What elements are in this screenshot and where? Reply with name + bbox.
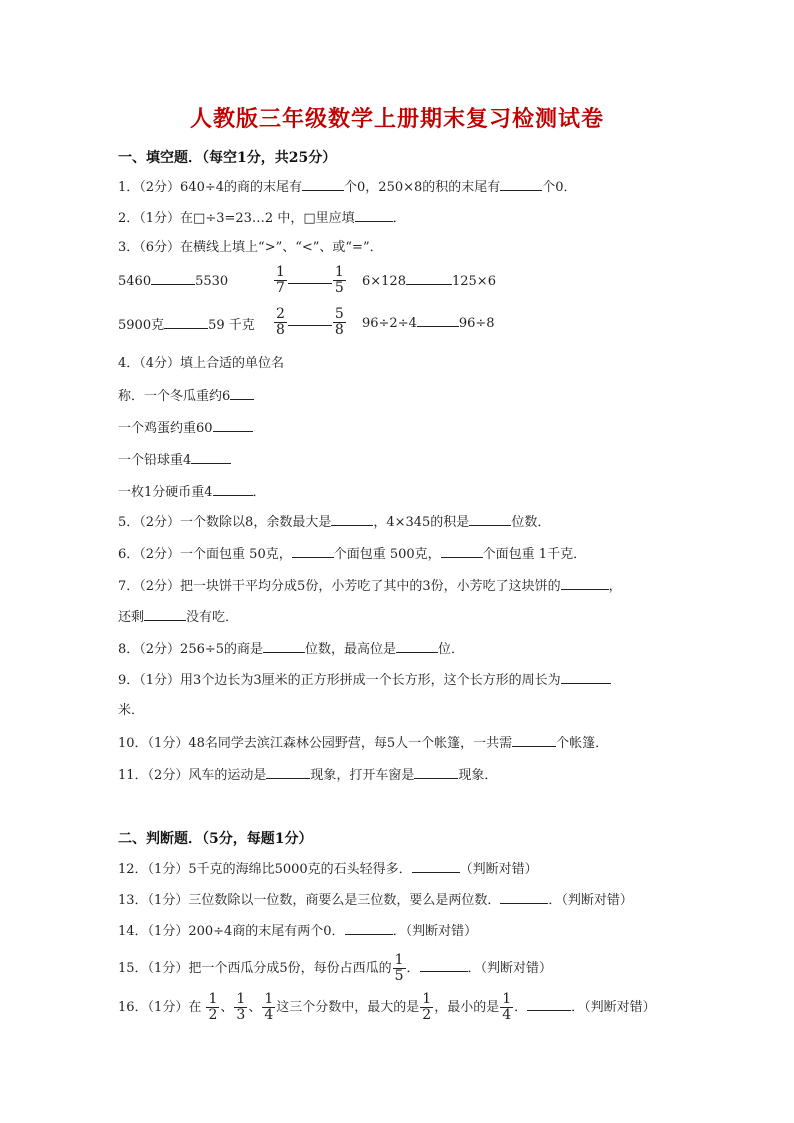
q7-text: 没有吃． (186, 610, 239, 625)
fraction-denominator: 8 (276, 322, 285, 338)
q16-text: ． (514, 1000, 528, 1015)
answer-blank[interactable] (527, 998, 571, 1011)
fraction-denominator: 2 (208, 1007, 218, 1023)
q3-compare-a (118, 272, 228, 289)
fraction-numerator: 1 (264, 991, 274, 1007)
q9-text: 9．（1分）用3个边长为3厘米的正方形拼成一个长方形，这个长方形的周长为 (118, 673, 561, 688)
answer-blank[interactable] (355, 209, 393, 222)
q3-compare-f (362, 314, 495, 331)
q3-f-right: 96÷8 (458, 316, 495, 331)
q15-text: 15．（1分）把一个西瓜分成5份，每份占西瓜的 (118, 961, 392, 976)
q2-text: 2．（1分）在□÷3=23…2 中，□里应填 (118, 211, 355, 226)
fraction-numerator: 1 (394, 952, 404, 968)
question-2 (118, 209, 406, 227)
question-7-cont (118, 608, 238, 626)
fraction-denominator: 5 (334, 280, 344, 296)
q7-text: ， (608, 579, 622, 594)
q3-compare-c (362, 272, 496, 289)
answer-blank[interactable] (213, 483, 253, 496)
answer-blank[interactable] (191, 451, 231, 464)
section-heading-fill-blank: 一、填空题．（每空1分，共25分） (118, 150, 337, 166)
q13-text: 13．（1分）三位数除以一位数，商要么是三位数，要么是两位数． (118, 893, 501, 908)
q11-text: 现象． (458, 768, 498, 783)
fraction-numerator: 1 (276, 264, 285, 280)
fraction-numerator: 5 (334, 306, 344, 322)
answer-blank[interactable] (469, 513, 511, 526)
page-title: 人教版三年级数学上册期末复习检测试卷 (189, 106, 604, 132)
question-15 (118, 953, 552, 984)
fraction-denominator: 3 (236, 1007, 246, 1023)
question-6 (118, 545, 586, 563)
answer-blank[interactable] (288, 313, 332, 326)
answer-blank[interactable] (302, 178, 344, 191)
q7-text: 7．（2分）把一块饼干平均分成5份，小芳吃了其中的3份，小芳吃了这块饼的 (118, 579, 561, 594)
q4-line-4 (118, 483, 266, 501)
q3-a-right: 5530 (195, 274, 229, 289)
question-12 (118, 860, 538, 878)
fraction-denominator: 4 (502, 1007, 512, 1023)
q15-text: ． (406, 961, 420, 976)
q16-text: ．（判断对错） (571, 1000, 656, 1015)
q1-text: 个0． (542, 180, 577, 195)
answer-blank[interactable] (292, 545, 334, 558)
q3-a-left: 5460 (118, 274, 152, 289)
answer-blank[interactable] (151, 272, 195, 285)
q3-c-left: 6×128 (362, 274, 406, 289)
question-5 (118, 513, 550, 531)
q3-d-left: 5900克 (118, 318, 165, 333)
q5-text: 5．（2分）一个数除以8，余数最大是 (118, 515, 332, 530)
fraction (274, 265, 287, 296)
q1-text: 1．（2分）640÷4的商的末尾有 (118, 180, 303, 195)
question-11 (118, 766, 497, 784)
fraction (500, 992, 513, 1023)
fraction (333, 307, 346, 338)
answer-blank[interactable] (417, 314, 459, 327)
q6-text: 6．（2分）一个面包重 50克， (118, 547, 292, 562)
fraction (206, 992, 219, 1023)
answer-blank[interactable] (561, 671, 611, 684)
q3-compare-d (118, 314, 255, 333)
q3-compare-e (273, 307, 347, 338)
answer-blank[interactable] (396, 640, 438, 653)
fraction-numerator: 1 (236, 991, 246, 1007)
q4-line-1 (118, 387, 254, 405)
question-13 (118, 891, 633, 909)
question-1 (118, 178, 577, 196)
q14-text: ．（判断对错） (392, 924, 478, 939)
q4-text: 一枚1分硬币重4 (118, 485, 213, 500)
q13-text: ．（判断对错） (548, 893, 633, 908)
q4-text: 称．一个冬瓜重约6 (118, 389, 231, 404)
q3-compare-b (273, 265, 347, 296)
fraction (262, 992, 275, 1023)
fraction-numerator: 1 (334, 264, 344, 280)
q16-text: 、 (248, 1000, 262, 1015)
question-3: 3．（6分）在横线上填上“>”、“<”、或“=”． (118, 240, 383, 255)
answer-blank[interactable] (266, 766, 310, 779)
fraction-denominator: 5 (394, 968, 404, 984)
fraction-denominator: 7 (276, 280, 285, 296)
fraction-denominator: 8 (334, 322, 344, 338)
answer-blank[interactable] (288, 271, 332, 284)
q4-text: ． (252, 485, 266, 500)
question-9 (118, 671, 611, 689)
fraction (274, 307, 287, 338)
section-heading-true-false: 二、判断题．（5分，每题1分） (118, 831, 313, 847)
fraction-numerator: 2 (276, 306, 285, 322)
q16-text: 16．（1分）在 (118, 1000, 202, 1015)
answer-blank[interactable] (331, 513, 373, 526)
fraction-numerator: 1 (208, 991, 218, 1007)
q16-text: 、 (220, 1000, 234, 1015)
q6-text: 个面包重 1千克． (482, 547, 587, 562)
q1-text: 个0，250×8的积的末尾有 (344, 180, 501, 195)
q2-text: ． (392, 211, 406, 226)
q3-c-right: 125×6 (451, 274, 496, 289)
question-4: 4．（4分）填上合适的单位名 (118, 356, 285, 371)
q5-text: 位数． (511, 515, 551, 530)
fraction-denominator: 2 (422, 1007, 432, 1023)
answer-blank[interactable] (420, 959, 468, 972)
answer-blank[interactable] (213, 419, 253, 432)
q8-text: 位． (438, 642, 465, 657)
q4-line-3 (118, 451, 231, 469)
fraction-numerator: 1 (502, 991, 512, 1007)
q16-text: 这三个分数中，最大的是 (276, 1000, 420, 1015)
fraction-numerator: 1 (422, 991, 432, 1007)
question-14 (118, 922, 477, 940)
q10-text: 个帐篷． (556, 736, 609, 751)
answer-blank[interactable] (144, 608, 186, 621)
q8-text: 位数，最高位是 (305, 642, 397, 657)
answer-blank[interactable] (230, 387, 254, 400)
q14-text: 14．（1分）200÷4商的末尾有两个0． (118, 924, 345, 939)
q3-d-right: 59 千克 (208, 318, 255, 333)
fraction (333, 265, 346, 296)
answer-blank[interactable] (441, 545, 483, 558)
q11-text: 11．（2分）风车的运动是 (118, 768, 267, 783)
q4-line-2 (118, 419, 253, 437)
fraction (234, 992, 247, 1023)
q6-text: 个面包重 500克， (333, 547, 441, 562)
q11-text: 现象，打开车窗是 (310, 768, 415, 783)
q12-text: 12．（1分）5千克的海绵比5000克的石头轻得多． (118, 862, 412, 877)
answer-blank[interactable] (412, 860, 460, 873)
answer-blank[interactable] (500, 178, 542, 191)
fraction-denominator: 4 (264, 1007, 274, 1023)
answer-blank[interactable] (263, 640, 305, 653)
q10-text: 10．（1分）48名同学去滨江森林公园野营，每5人一个帐篷，一共需 (118, 736, 513, 751)
q4-text: 一个铅球重4 (118, 453, 192, 468)
q16-text: ，最小的是 (434, 1000, 500, 1015)
fraction (420, 992, 433, 1023)
answer-blank[interactable] (500, 891, 548, 904)
answer-blank[interactable] (345, 922, 393, 935)
question-7 (118, 577, 622, 595)
question-16 (118, 992, 656, 1023)
answer-blank[interactable] (561, 577, 609, 590)
question-8 (118, 640, 464, 658)
q4-text: 一个鸡蛋约重60 (118, 421, 213, 436)
q3-f-left: 96÷2÷4 (362, 316, 417, 331)
answer-blank[interactable] (512, 734, 556, 747)
q12-text: （判断对错） (459, 862, 538, 877)
answer-blank[interactable] (414, 766, 458, 779)
q5-text: ，4×345的积是 (373, 515, 470, 530)
question-10 (118, 734, 608, 752)
answer-blank[interactable] (406, 272, 452, 285)
q15-text: ．（判断对错） (467, 961, 553, 976)
question-9-cont: 米． (118, 703, 145, 718)
fraction (393, 953, 406, 984)
q7-text: 还剩 (118, 610, 145, 625)
q8-text: 8．（2分）256÷5的商是 (118, 642, 264, 657)
answer-blank[interactable] (164, 316, 208, 329)
